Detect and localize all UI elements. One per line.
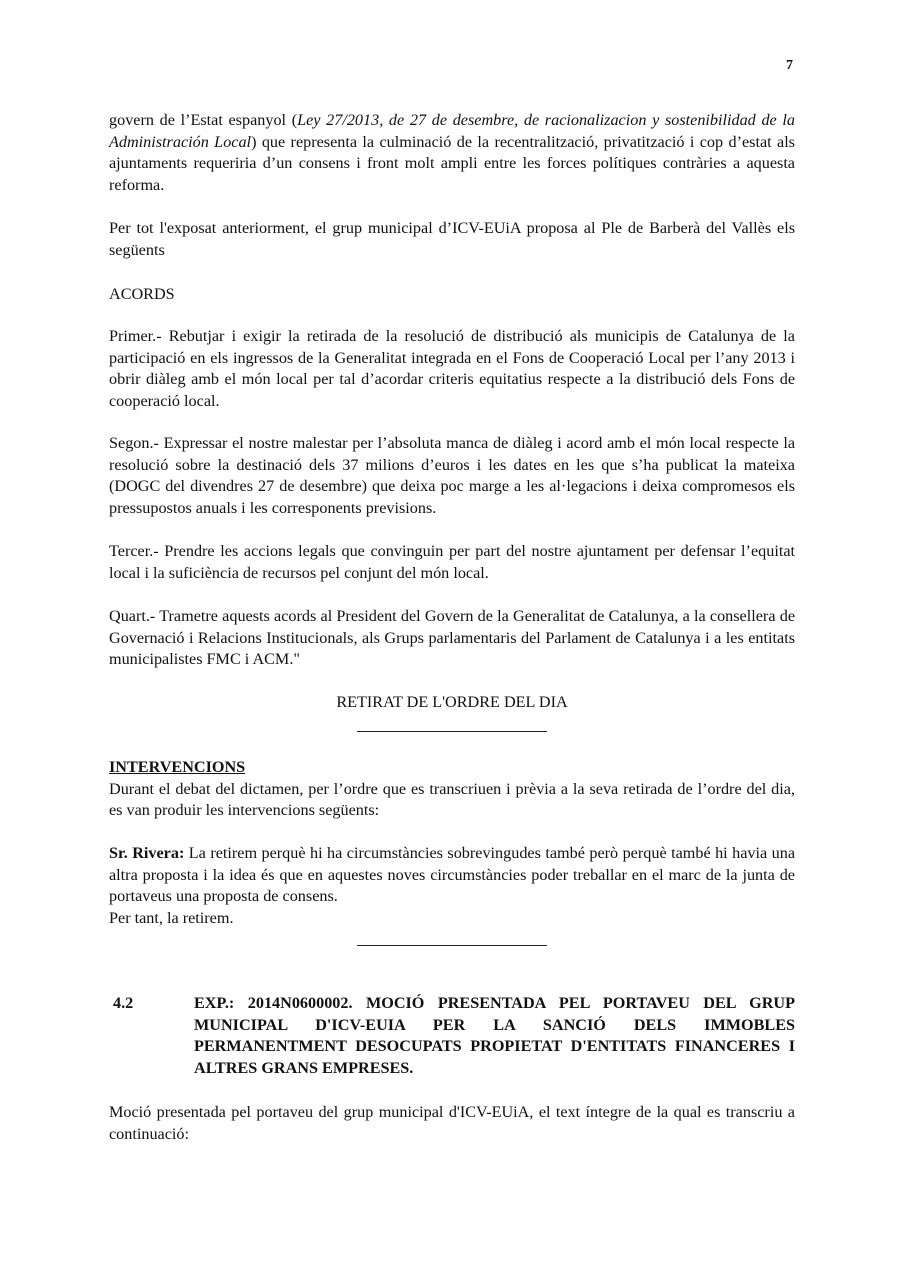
- intervention-text: La retirem perquè hi ha circumstàncies sobrevingudes també però perquè també hi havia una altra proposta i la idea és que en aquestes noves circumstàncies poder treballar en el marc de la junta de portaveus una proposta de consens.: [109, 844, 796, 906]
- intervention-rivera: [109, 843, 795, 929]
- intervencions-text: Durant el debat del dictamen, per l’ordre que es transcriuen i prèvia a la seva retirada de l’ordre del dia, es van produir les intervencions següents:: [109, 779, 795, 820]
- paragraph-reform: [109, 110, 795, 196]
- agreement-primer: Primer.- Rebutjar i exigir la retirada de la resolució de distribució als municipis de Catalunya de la participació en els ingressos de la Generalitat integrada en el Fons de Cooperació Local per l’any 2013 i obrir diàleg amb el món local per tal d’acordar criteris equitatius respecte a la distribució dels Fons de cooperació local.: [109, 327, 795, 410]
- item-heading: EXP.: 2014N0600002. MOCIÓ PRESENTADA PEL PORTAVEU DEL GRUP MUNICIPAL D'ICV-EUIA PER LA SANCIÓ DELS IMMOBLES PERMANENTMENT DESOCUPATS PROPIETAT D'ENTITATS FINANCERES I ALTRES GRANS EMPRESES.: [194, 994, 795, 1077]
- intervencions-section: [109, 757, 795, 822]
- acords-heading: ACORDS: [109, 285, 175, 303]
- paragraph-reform-post: ) que representa la culminació de la recentralització, privatització i cop d’estat als ajuntaments requeriria d’un consens i front molt ampli entre les forces polítiques contràries a aquesta reforma.: [109, 132, 795, 194]
- item-number: 4.2: [113, 994, 134, 1012]
- intervention-close: Per tant, la retirem.: [109, 908, 234, 927]
- agreement-segon: Segon.- Expressar el nostre malestar per l’absoluta manca de diàleg i acord amb el món local respecte la resolució sobre la destinació dels 37 milions d’euros i les dates en les que s’ha publicat la mateixa (DOGC del divendres 27 de desembre) que deixa poc marge a les al·legacions i deixa compromesos els pressupostos anuals i les corresponents previsions.: [109, 434, 795, 517]
- agreement-tercer: Tercer.- Prendre les accions legals que convinguin per part del nostre ajuntament per defensar l’equitat local i la suficiència de recursos pel conjunt del món local.: [109, 542, 795, 582]
- speaker-name: Sr. Rivera:: [109, 844, 185, 862]
- agreement-quart: Quart.- Trametre aquests acords al President del Govern de la Generalitat de Catalunya, a la consellera de Governació i Relacions Institucionals, als Grups parlamentaris del Parlament de Catalunya i a les entitats municipalistes FMC i ACM.": [109, 607, 795, 669]
- paragraph-reform-pre: govern de l’Estat espanyol (: [109, 111, 298, 129]
- separator-line: [357, 731, 547, 732]
- withdrawn-notice: RETIRAT DE L'ORDRE DEL DIA: [336, 693, 568, 711]
- paragraph-motion-intro: Moció presentada pel portaveu del grup municipal d'ICV-EUiA, el text íntegre de la qual es transcriu a continuació:: [109, 1103, 795, 1143]
- intervencions-title: INTERVENCIONS: [109, 758, 246, 776]
- page-number: 7: [786, 58, 793, 73]
- law-citation: Ley 27/2013, de 27 de desembre, de racionalizacion y sostenibilidad de la Administración Local: [109, 111, 795, 151]
- separator-line: [357, 945, 547, 946]
- paragraph-proposal: Per tot l'exposat anteriorment, el grup municipal d’ICV-EUiA proposa al Ple de Barberà del Vallès els següents: [109, 219, 795, 259]
